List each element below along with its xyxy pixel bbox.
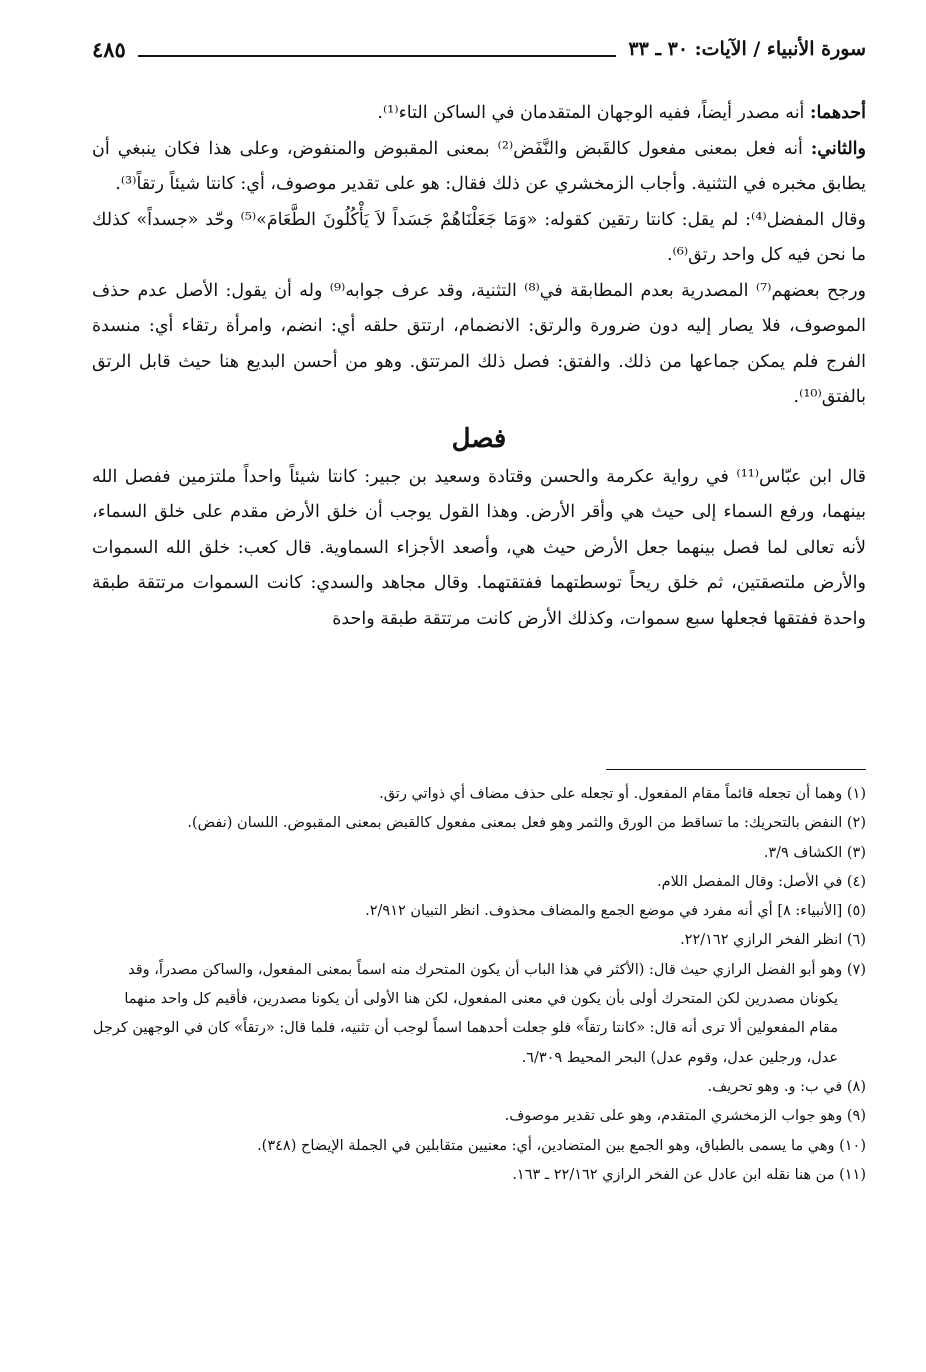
paragraph-lead: أحدهما: (809, 103, 866, 123)
paragraph-text: وقال المفضل⁽⁴⁾: لم يقل: كانتا رتقين كقوله: «وَمَا جَعَلْنَاهُمْ جَسَداً لاَ يَأْكُلُونَ الطَّعَامَ»⁽⁵⁾ وحّد «جسداً» كذلك ما نحن فيه كل واحد رتق⁽⁶⁾. (92, 209, 866, 265)
footnote: (٧) وهو أبو الفضل الرازي حيث قال: (الأكثر في هذا الباب أن يكون المتحرك منه اسماً بمعنى المفعول، والساكن مصدراً، وقد يكونان مصدرين لكن المتحرك أولى بأن يكون في معنى المفعول، لكن هنا الأولى أن يكونا مصدرين، فأقيم كل واحد منهما مقام المفعولين ألا ترى أنه قال: «كانتا رتقاً» فلو جعلت أحدهما اسماً لوجب أن تثنيه، فلما قال: «رتقاً» كان في الوجهين كرجل عدل، ورجلين عدل، وقوم عدل) البحر المحيط ٦/٣٠٩. (92, 961, 866, 1066)
page-number: ٤٨٥ (92, 36, 126, 62)
main-text (92, 96, 866, 637)
footnote: (٨) في ب: و. وهو تحريف. (707, 1078, 866, 1095)
paragraph-first-view (92, 96, 866, 132)
section-heading: فصل (451, 423, 507, 454)
footnote: (٦) انظر الفخر الرازي ٢٢/١٦٢. (680, 932, 866, 949)
footnote: (٥) [الأنبياء: ٨] أي أنه مفرد في موضع الجمع والمضاف محذوف. انظر التبيان ٢/٩١٢. (365, 903, 866, 920)
footnote: (٣) الكشاف ٣/٩. (763, 844, 866, 861)
paragraph-second-view (92, 132, 866, 203)
header-rule (138, 55, 617, 57)
paragraph-text: ورجح بعضهم⁽⁷⁾ المصدرية بعدم المطابقة في⁽⁸⁾ التثنية، وقد عرف جوابه⁽⁹⁾ وله أن يقول: الأصل عدم حذف الموصوف، فلا يصار إليه دون ضرورة والرتق: الانضمام، ارتتق حلقه أي: انضم، وامرأة رتقاء أي: منسدة الفرج فلم يمكن جماعها من ذلك. والفتق: فصل ذلك المرتتق. وهو من أحسن البديع هنا حيث قابل الرتق بالفتق⁽¹⁰⁾. (92, 280, 866, 407)
paragraph-tarjih (92, 274, 866, 416)
chapter-title: سورة الأنبياء / الآيات: ٣٠ ـ ٣٣ (628, 38, 866, 60)
paragraph-text: أنه مصدر أيضاً، ففيه الوجهان المتقدمان في الساكن التاء⁽¹⁾. (377, 103, 810, 123)
footnotes (92, 780, 866, 1190)
footnote: (٢) النفض بالتحريك: ما تساقط من الورق والثمر وهو فعل بمعنى مفعول كالقبض بمعنى المقبوض. اللسان (نفض). (187, 815, 866, 832)
footnote: (٩) وهو جواب الزمخشري المتقدم، وهو على تقدير موصوف. (504, 1108, 866, 1125)
paragraph-lead: والثاني: (810, 138, 866, 159)
footnote: (٤) في الأصل: وقال المفصل اللام. (657, 873, 866, 890)
section-paragraph: قال ابن عبّاس⁽¹¹⁾ في رواية عكرمة والحسن وقتادة وسعيد بن جبير: كانتا شيئاً واحداً ملتزمين ففصل الله بينهما، ورفع السماء إلى حيث هي وأقر الأرض. وهذا القول يوجب أن خلق الأرض مقدم على خلق السماء، لأنه تعالى لما فصل بينهما جعل الأرض حيث هي، وأصعد الأجزاء السماوية. قال كعب: خلق الله السموات والأرض ملتصقتين، ثم خلق ريحاً توسطتهما ففتقتهما. وقال مجاهد والسدي: كانت السموات مرتتقة طبقة واحدة ففتقها فجعلها سبع سموات، وكذلك الأرض كانت مرتتقة طبقة واحدة (92, 466, 866, 629)
running-header (92, 32, 866, 66)
footnote: (١١) من هنا نقله ابن عادل عن الفخر الرازي ٢٢/١٦٢ ـ ١٦٣. (512, 1166, 866, 1183)
paragraph-text: أنه فعل بمعنى مفعول كالقَبض والنَّفَض⁽²⁾ بمعنى المقبوض والمنفوض، وعلى هذا فكان ينبغي أن يطابق مخبره في التثنية. وأجاب الزمخشري عن ذلك فقال: هو على تقدير موصوف، أي: كانتا شيئاً رتقاً⁽³⁾. (92, 138, 866, 194)
paragraph-mufaddal (92, 203, 866, 274)
footnote: (١) وهما أن تجعله قائماً مقام المفعول. أو تجعله على حذف مضاف أي ذواتي رتق. (379, 786, 866, 802)
footnote: (١٠) وهي ما يسمى بالطباق، وهو الجمع بين المتضادين، أي: معنيين متقابلين في الجملة الإيضاح (٣٤٨). (257, 1137, 866, 1154)
footnote-divider (606, 769, 866, 770)
